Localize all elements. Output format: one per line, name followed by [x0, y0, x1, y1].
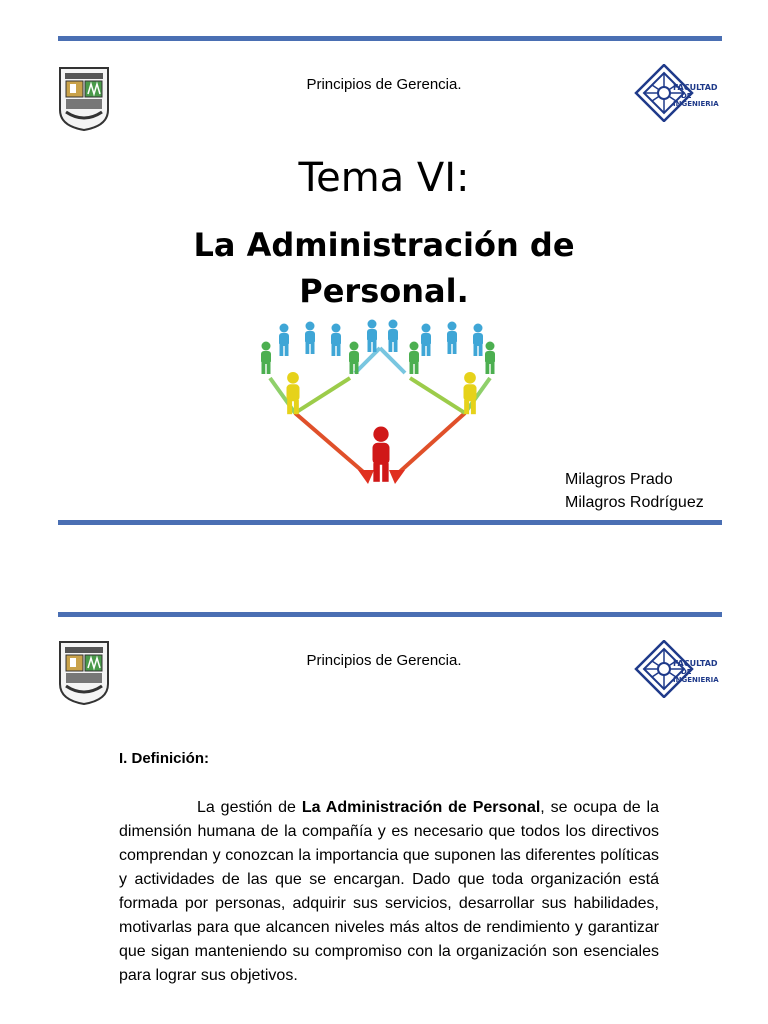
- slide-title-line2: [0, 222, 768, 314]
- author-2: Milagros Rodríguez: [565, 494, 704, 511]
- svg-text:DE: DE: [681, 668, 692, 676]
- authors: [565, 468, 704, 514]
- top-rule: [58, 612, 722, 617]
- yellow-figures: [287, 372, 477, 414]
- bottom-rule: [58, 520, 722, 525]
- faculty-logo-icon: [634, 640, 722, 698]
- definition-paragraph: [119, 796, 659, 988]
- svg-text:FACULTAD: FACULTAD: [673, 659, 718, 668]
- course-header: Principios de Gerencia.: [306, 76, 462, 93]
- svg-text:INGENIERIA: INGENIERIA: [673, 676, 719, 684]
- university-crest-icon: [57, 640, 111, 706]
- faculty-logo-icon: [634, 64, 722, 122]
- author-1: Milagros Prado: [565, 471, 673, 488]
- slide-title-line2b: Personal.: [299, 272, 469, 310]
- slide-definition: [0, 600, 768, 1024]
- slide-title-line1: Tema VI:: [298, 155, 470, 201]
- paragraph-bold-term: La Administración de Personal: [301, 799, 541, 816]
- course-header: Principios de Gerencia.: [306, 652, 462, 669]
- red-figure: [373, 427, 390, 482]
- green-figures: [261, 342, 495, 375]
- faculty-logo-line2: DE: [681, 92, 692, 100]
- top-rule: [58, 36, 722, 41]
- slide-title-line2a: La Administración de: [193, 226, 575, 264]
- section-heading: I. Definición:: [119, 750, 209, 767]
- paragraph-rest: , se ocupa de la dimensión humana de la compañía y es necesario que todos los directivos comprendan y conozcan la importancia que suponen las diferentes políticas y actividades de las que se encargan. Dado que toda organización está formada por personas, adquirir sus servicios, desarrollar sus habilidades, motivarlas para que alcancen niveles más altos de rendimiento y garantizar que sigan manteniendo su compromiso con la organización son esenciales para lograr sus objetivos.: [119, 799, 660, 984]
- faculty-logo-line3: INGENIERIA: [673, 100, 719, 108]
- org-hierarchy-illustration: [250, 318, 510, 496]
- faculty-logo-line1: FACULTAD: [673, 83, 718, 92]
- paragraph-intro: La gestión de: [197, 799, 302, 816]
